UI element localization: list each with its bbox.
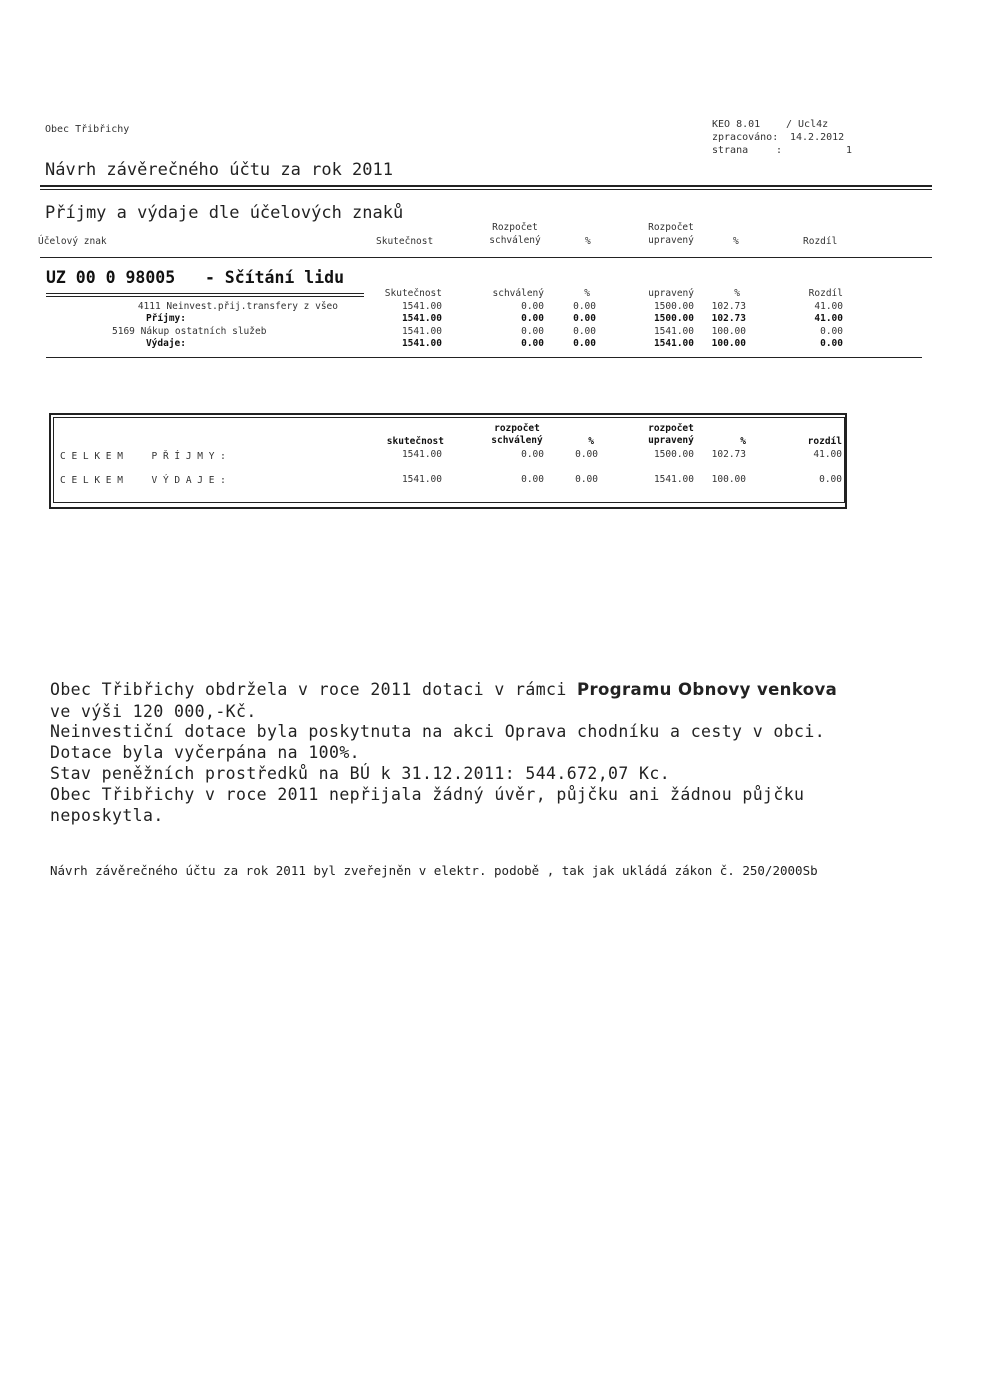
uz-row-pct2: 102.73 xyxy=(711,313,746,324)
summary-income-label: C E L K E M P Ř Í J M Y : xyxy=(60,451,226,462)
summary-header-diff: rozdíl xyxy=(807,436,842,447)
uz-row-label: 5169 Nákup ostatních služeb xyxy=(112,326,267,337)
summary-expense-actual: 1541.00 xyxy=(401,474,442,485)
col-header-pct1: % xyxy=(585,236,591,247)
note-line-5: Stav peněžních prostředků na BÚ k 31.12.2011: 544.672,07 Kc. xyxy=(50,764,671,783)
summary-income-actual: 1541.00 xyxy=(401,449,442,460)
summary-header-approved: schválený xyxy=(491,435,543,446)
section-rule xyxy=(40,257,932,258)
col-header-budget-top: Rozpočet xyxy=(492,222,538,233)
page-sep: : xyxy=(776,145,783,156)
uz-header-diff: Rozdíl xyxy=(808,288,843,299)
uz-header-actual: Skutečnost xyxy=(384,288,442,299)
uz-row-adjusted: 1541.00 xyxy=(653,338,694,349)
summary-income-adjusted: 1500.00 xyxy=(653,449,694,460)
uz-title: UZ 00 0 98005 - Sčítání lidu xyxy=(46,268,345,287)
col-header-code: Účelový znak xyxy=(38,236,107,247)
uz-header-adjusted: upravený xyxy=(648,288,694,299)
uz-underline-1 xyxy=(46,293,364,294)
uz-row-diff: 41.00 xyxy=(814,301,843,312)
note-line-7: neposkytla. xyxy=(50,806,164,825)
note-line-1-text: Obec Třibřichy obdržela v roce 2011 dotaci v rámci xyxy=(50,680,578,699)
summary-header-adjusted: upravený xyxy=(648,435,694,446)
note-line-4: Dotace byla vyčerpána na 100%. xyxy=(50,743,361,762)
summary-header-adjusted-top: rozpočet xyxy=(648,423,694,434)
uz-row-pct1: 0.00 xyxy=(573,338,596,349)
uz-row-diff: 0.00 xyxy=(820,338,843,349)
col-header-diff: Rozdíl xyxy=(803,236,838,247)
uz-row-pct2: 100.00 xyxy=(711,338,746,349)
summary-income-pct2: 102.73 xyxy=(711,449,746,460)
uz-row-label: Příjmy: xyxy=(145,313,186,324)
uz-row-actual: 1541.00 xyxy=(401,301,442,312)
summary-expense-pct2: 100.00 xyxy=(711,474,746,485)
uz-row-adjusted: 1541.00 xyxy=(653,326,694,337)
page-number: 1 xyxy=(846,145,853,156)
summary-expense-approved: 0.00 xyxy=(521,474,544,485)
uz-header-pct1: % xyxy=(584,288,590,299)
col-header-pct2: % xyxy=(733,236,739,247)
uz-row-diff: 0.00 xyxy=(820,326,843,337)
uz-row-pct2: 100.00 xyxy=(711,326,746,337)
note-line-6: Obec Třibřichy v roce 2011 nepřijala žádný úvěr, půjčku ani žádnou půjčku xyxy=(50,785,805,804)
uz-row-adjusted: 1500.00 xyxy=(653,313,694,324)
uz-row-pct1: 0.00 xyxy=(573,301,596,312)
uz-row-actual: 1541.00 xyxy=(401,313,442,324)
summary-expense-label: C E L K E M V Ý D A J E : xyxy=(60,475,226,486)
summary-income-pct1: 0.00 xyxy=(575,449,598,460)
program-code: / Ucl4z xyxy=(786,119,829,130)
uz-row-approved: 0.00 xyxy=(521,326,544,337)
uz-row-diff: 41.00 xyxy=(814,313,843,324)
summary-expense-pct1: 0.00 xyxy=(575,474,598,485)
summary-expense-adjusted: 1541.00 xyxy=(653,474,694,485)
uz-row-approved: 0.00 xyxy=(521,338,544,349)
program-version: KEO 8.01 xyxy=(712,119,761,130)
uz-row-pct2: 102.73 xyxy=(711,301,746,312)
header-rule-bottom xyxy=(40,189,932,190)
summary-header-pct2: % xyxy=(740,436,746,447)
processed-label: zpracováno: xyxy=(712,132,779,143)
summary-income-diff: 41.00 xyxy=(813,449,842,460)
uz-header-approved: schválený xyxy=(492,288,544,299)
uz-bottom-rule xyxy=(46,357,922,358)
uz-row-label: Výdaje: xyxy=(145,338,186,349)
summary-header-budget-top: rozpočet xyxy=(494,423,540,434)
col-header-budget-adjusted: upravený xyxy=(648,235,694,246)
summary-header-pct1: % xyxy=(588,436,594,447)
col-header-actual: Skutečnost xyxy=(376,236,434,247)
col-header-adjusted-top: Rozpočet xyxy=(648,222,694,233)
uz-row-label: 4111 Neinvest.přij.transfery z všeo xyxy=(137,301,338,312)
section-title: Příjmy a výdaje dle účelových znaků xyxy=(45,203,404,223)
uz-header-pct2: % xyxy=(734,288,740,299)
summary-header-actual: skutečnost xyxy=(386,436,444,447)
summary-expense-diff: 0.00 xyxy=(819,474,842,485)
uz-row-pct1: 0.00 xyxy=(573,313,596,324)
uz-underline-2 xyxy=(46,296,364,297)
note-line-3: Neinvestiční dotace byla poskytnuta na akci Oprava chodníku a cesty v obci. xyxy=(50,722,826,741)
uz-row-approved: 0.00 xyxy=(521,301,544,312)
uz-row-approved: 0.00 xyxy=(521,313,544,324)
page-label: strana xyxy=(712,145,749,156)
uz-row-actual: 1541.00 xyxy=(401,338,442,349)
uz-row-pct1: 0.00 xyxy=(573,326,596,337)
col-header-budget-approved: schválený xyxy=(489,235,541,246)
note-line-1 xyxy=(50,680,837,699)
header-rule-top xyxy=(40,185,932,187)
publication-note: Návrh závěrečného účtu za rok 2011 byl zveřejněn v elektr. podobě , tak jak ukládá zákon č. 250/2000Sb xyxy=(50,863,818,878)
processed-date: 14.2.2012 xyxy=(790,132,845,143)
note-line-2: ve výši 120 000,-Kč. xyxy=(50,702,257,721)
uz-row-adjusted: 1500.00 xyxy=(653,301,694,312)
uz-row-actual: 1541.00 xyxy=(401,326,442,337)
note-program-name: Programu Obnovy venkova xyxy=(577,680,838,699)
page-title: Návrh závěrečného účtu za rok 2011 xyxy=(45,160,393,180)
municipality-name: Obec Třibřichy xyxy=(45,124,130,135)
summary-income-approved: 0.00 xyxy=(521,449,544,460)
